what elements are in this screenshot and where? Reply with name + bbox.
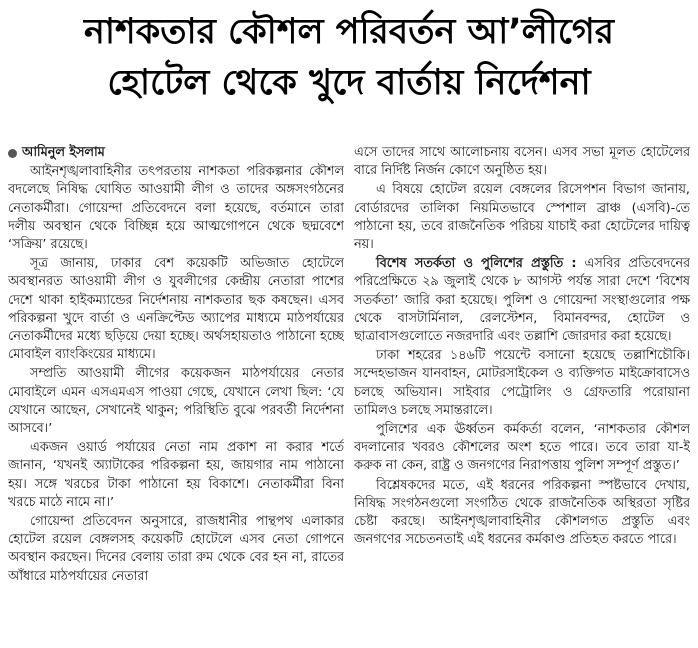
headline-line-2: হোটেল থেকে খুদে বার্তায় নির্দেশনা (107, 63, 591, 103)
headline (10, 0, 688, 108)
right-column (354, 144, 690, 642)
author-name: আমিনুল ইসলাম (22, 145, 105, 160)
bullet-dot-icon (8, 149, 17, 158)
paragraph: এসে তাদের সাথে আলোচনায় বসেন। এসব সভা মূলত হোটেলের বারে নির্দিষ্ট নির্জন কোণে অনুষ্ঠিত হয়। (354, 145, 690, 179)
article-columns (8, 144, 690, 642)
subhead-label: বিশেষ সতর্কতা ও পুলিশের প্রস্তুতি : (376, 256, 577, 272)
paragraph: ঢাকা শহরের ১৪৬টি পয়েন্টে বসানো হয়েছে তল্লাশিচৌকি। সন্দেহভাজন যানবাহন, মোটরসাইকেল ও ব্যক্তিগত মাইক্রোবাসেও চলছে অভিযান। সাইবার পেট্রোলিং ও গ্রেফতারি পরোয়ানা তামিলও চলছে সমান্তরালে। (354, 348, 690, 418)
paragraph: গোয়েন্দা প্রতিবেদন অনুসারে, রাজধানীর পান্থপথ এলাকার হোটেল রয়েল বেঙ্গলসহ কয়েকটি হোটেলে এসব নেতা গোপনে অবস্থান করছেন। দিনের বেলায় তারা রুম থেকে বের হন না, রাতের আঁধারে মাঠপর্যায়ের নেতারা (8, 514, 344, 584)
paragraph: সূত্র জানায়, ঢাকার বেশ কয়েকটি অভিজাত হোটেলে অবস্থানরত আওয়ামী লীগ ও যুবলীগের কেন্দ্রীয় নেতারা পাশের দেশে থাকা হাইকম্যান্ডের নির্দেশনায় নাশকতার ছক কষছেন। এসব পরিকল্পনা খুদে বার্তা ও এনক্রিপ্টেড অ্যাপের মাধ্যমে মাঠপর্যায়ের নেতাকর্মীদের মধ্যে ছড়িয়ে দেয়া হচ্ছে। অর্থসহায়তাও পাঠানো হচ্ছে মোবাইল ব্যাংকিংয়ের মাধ্যমে। (8, 256, 344, 363)
paragraph: সম্প্রতি আওয়ামী লীগের কয়েকজন মাঠপর্যায়ের নেতার মোবাইলে এমন এসএমএস পাওয়া গেছে, যেখানে লেখা ছিল: ‘যে যেখানে আছেন, সেখানেই থাকুন; পরিস্থিতি বুঝে পরবর্তী নির্দেশনা আসবে।’ (8, 366, 344, 437)
subhead-text: এসবির প্রতিবেদনের পরিপ্রেক্ষিতে ২৯ জুলাই থেকে ৮ আগস্ট পর্যন্ত সারা দেশে ‘বিশেষ সতর্কতা’ জারি করা হয়েছে। পুলিশ ও গোয়েন্দা সংস্থাগুলোর পক্ষ থেকে বাসটার্মিনাল, রেলস্টেশন, বিমানবন্দর, হোটেল ও ছাত্রাবাসগুলোতে নজরদারি এবং তল্লাশি জোরদার করা হয়েছে। (354, 256, 690, 345)
paragraph: পুলিশের এক ঊর্ধ্বতন কর্মকর্তা বলেন, ‘নাশকতার কৌশল বদলানোর খবরও কৌশলের অংশ হতে পারে। তবে তারা যা-ই করুক না কেন, রাষ্ট্র ও জনগণের নিরাপত্তায় পুলিশ সম্পূর্ণ প্রস্তুত।’ (354, 422, 690, 474)
paragraph: আইনশৃঙ্খলাবাহিনীর তৎপরতায় নাশকতা পরিকল্পনার কৌশল বদলেছে নিষিদ্ধ ঘোষিত আওয়ামী লীগ ও তাদের অঙ্গসংগঠনের নেতাকর্মীরা। গোয়েন্দা প্রতিবেদনে বলা হয়েছে, বর্তমানে তারা দলীয় অবস্থান থেকে বিচ্ছিন্ন হয়ে আত্মগোপনে থেকে ছদ্মবেশে ‘সক্রিয়’ রয়েছে। (8, 164, 344, 253)
subhead-paragraph (354, 255, 690, 346)
paragraph: বিশ্লেষকদের মতে, এই ধরনের পরিকল্পনা স্পষ্টভাবে দেখায়, নিষিদ্ধ সংগঠনগুলো সংগঠিত থেকে রাজনৈতিক অস্থিরতা সৃষ্টির চেষ্টা করছে। আইনশৃঙ্খলাবাহিনীর কৌশলগত প্রস্তুতি এবং জনগণের সচেতনতাই এই ধরনের কর্মকাণ্ড প্রতিহত করতে পারে। (354, 477, 690, 548)
byline (8, 144, 344, 162)
paragraph: এ বিষয়ে হোটেল রয়েল বেঙ্গলের রিসেপশন বিভাগ জানায়, বোর্ডারদের তালিকা নিয়মিতভাবে স্পেশাল ব্রাঞ্চ (এসবি)-তে পাঠানো হয়, তবে রাজনৈতিক পরিচয় যাচাই করা হোটেলের দায়িত্ব নয়। (354, 182, 690, 253)
paragraph: একজন ওয়ার্ড পর্যায়ের নেতা নাম প্রকাশ না করার শর্তে জানান, ‘যখনই অ্যাটাকের পরিকল্পনা হয়, জায়গার নাম পাঠানো হয়। সঙ্গে খরচের টাকা পাঠানো হয় বিকাশে। নেতাকর্মীরা বিনা খরচে মাঠে নামে না।’ (8, 440, 344, 510)
headline-line-1: নাশকতার কৌশল পরিবর্তন আ’লীগের (83, 12, 615, 52)
left-column (8, 144, 344, 642)
